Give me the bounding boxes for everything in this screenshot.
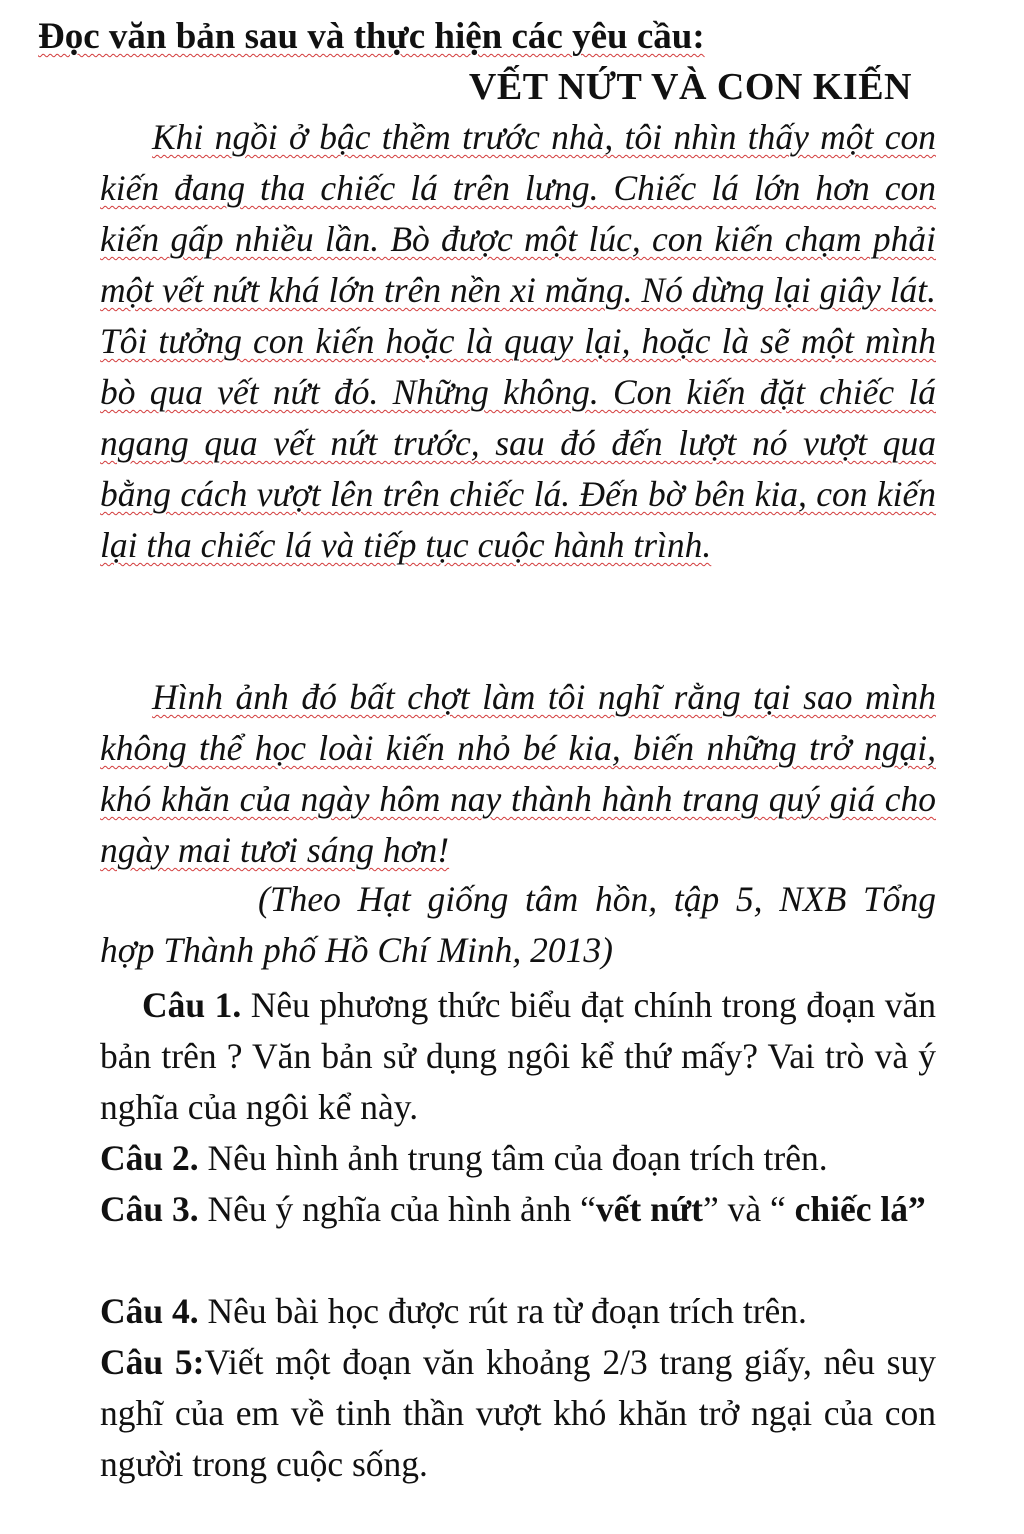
source-citation: (Theo Hạt giống tâm hồn, tập 5, NXB Tổng hợp Thành phố Hồ Chí Minh, 2013)	[100, 879, 936, 970]
question-4-text: Nêu bài học được rút ra từ đoạn trích trên.	[198, 1291, 807, 1331]
question-3-text-middle: ” và “	[703, 1189, 795, 1229]
story-paragraph-1	[100, 112, 936, 571]
question-1-label: Câu 1.	[142, 985, 242, 1025]
question-3-label: Câu 3.	[100, 1189, 199, 1229]
story-title: VẾT NỨT VÀ CON KIẾN	[468, 66, 912, 108]
story-paragraph-2-text: Hình ảnh đó bất chợt làm tôi nghĩ rằng tại sao mình không thể học loài kiến nhỏ bé kia, biến những trở ngại, khó khăn của ngày hôm nay thành hành trang quý giá cho ngày mai tươi sáng hơn!	[100, 677, 936, 870]
story-paragraph-1-text: Khi ngồi ở bậc thềm trước nhà, tôi nhìn thấy một con kiến đang tha chiếc lá trên lưng. Chiếc lá lớn hơn con kiến gấp nhiều lần. Bò được một lúc, con kiến chạm phải một vết nứt khá lớn trên nền xi măng. Nó dừng lại giây lát. Tôi tưởng con kiến hoặc là quay lại, hoặc là sẽ một mình bò qua vết nứt đó. Những không. Con kiến đặt chiếc lá ngang qua vết nứt trước, sau đó đến lượt nó vượt qua bằng cách vượt lên trên chiếc lá. Đến bờ bên kia, con kiến lại tha chiếc lá và tiếp tục cuộc hành trình.	[100, 117, 936, 565]
question-5-text: Viết một đoạn văn khoảng 2/3 trang giấy, nêu suy nghĩ của em về tinh thần vượt khó khăn trở ngại của con người trong cuộc sống.	[100, 1342, 936, 1484]
question-5	[100, 1337, 936, 1490]
question-4-label: Câu 4.	[100, 1291, 199, 1331]
question-2	[100, 1133, 936, 1184]
question-3-emphasis-vet-nut: vết nứt	[595, 1189, 703, 1229]
question-1	[100, 980, 936, 1133]
question-2-label: Câu 2.	[100, 1138, 199, 1178]
question-3-text-after: ”	[908, 1189, 926, 1229]
question-2-text: Nêu hình ảnh trung tâm của đoạn trích trên.	[198, 1138, 828, 1178]
instruction-heading: Đọc văn bản sau và thực hiện các yêu cầu:	[38, 16, 705, 57]
question-4	[100, 1286, 936, 1337]
question-3	[100, 1184, 936, 1235]
question-1-text: Nêu phương thức biểu đạt chính trong đoạn văn bản trên ? Văn bản sử dụng ngôi kể thứ mấy? Vai trò và ý nghĩa của ngôi kể này.	[100, 985, 936, 1127]
story-paragraph-2	[100, 672, 936, 876]
question-3-text-before: Nêu ý nghĩa của hình ảnh “	[198, 1189, 596, 1229]
question-3-emphasis-chiec-la: chiếc lá	[794, 1189, 909, 1229]
question-5-label: Câu 5:	[100, 1342, 205, 1382]
